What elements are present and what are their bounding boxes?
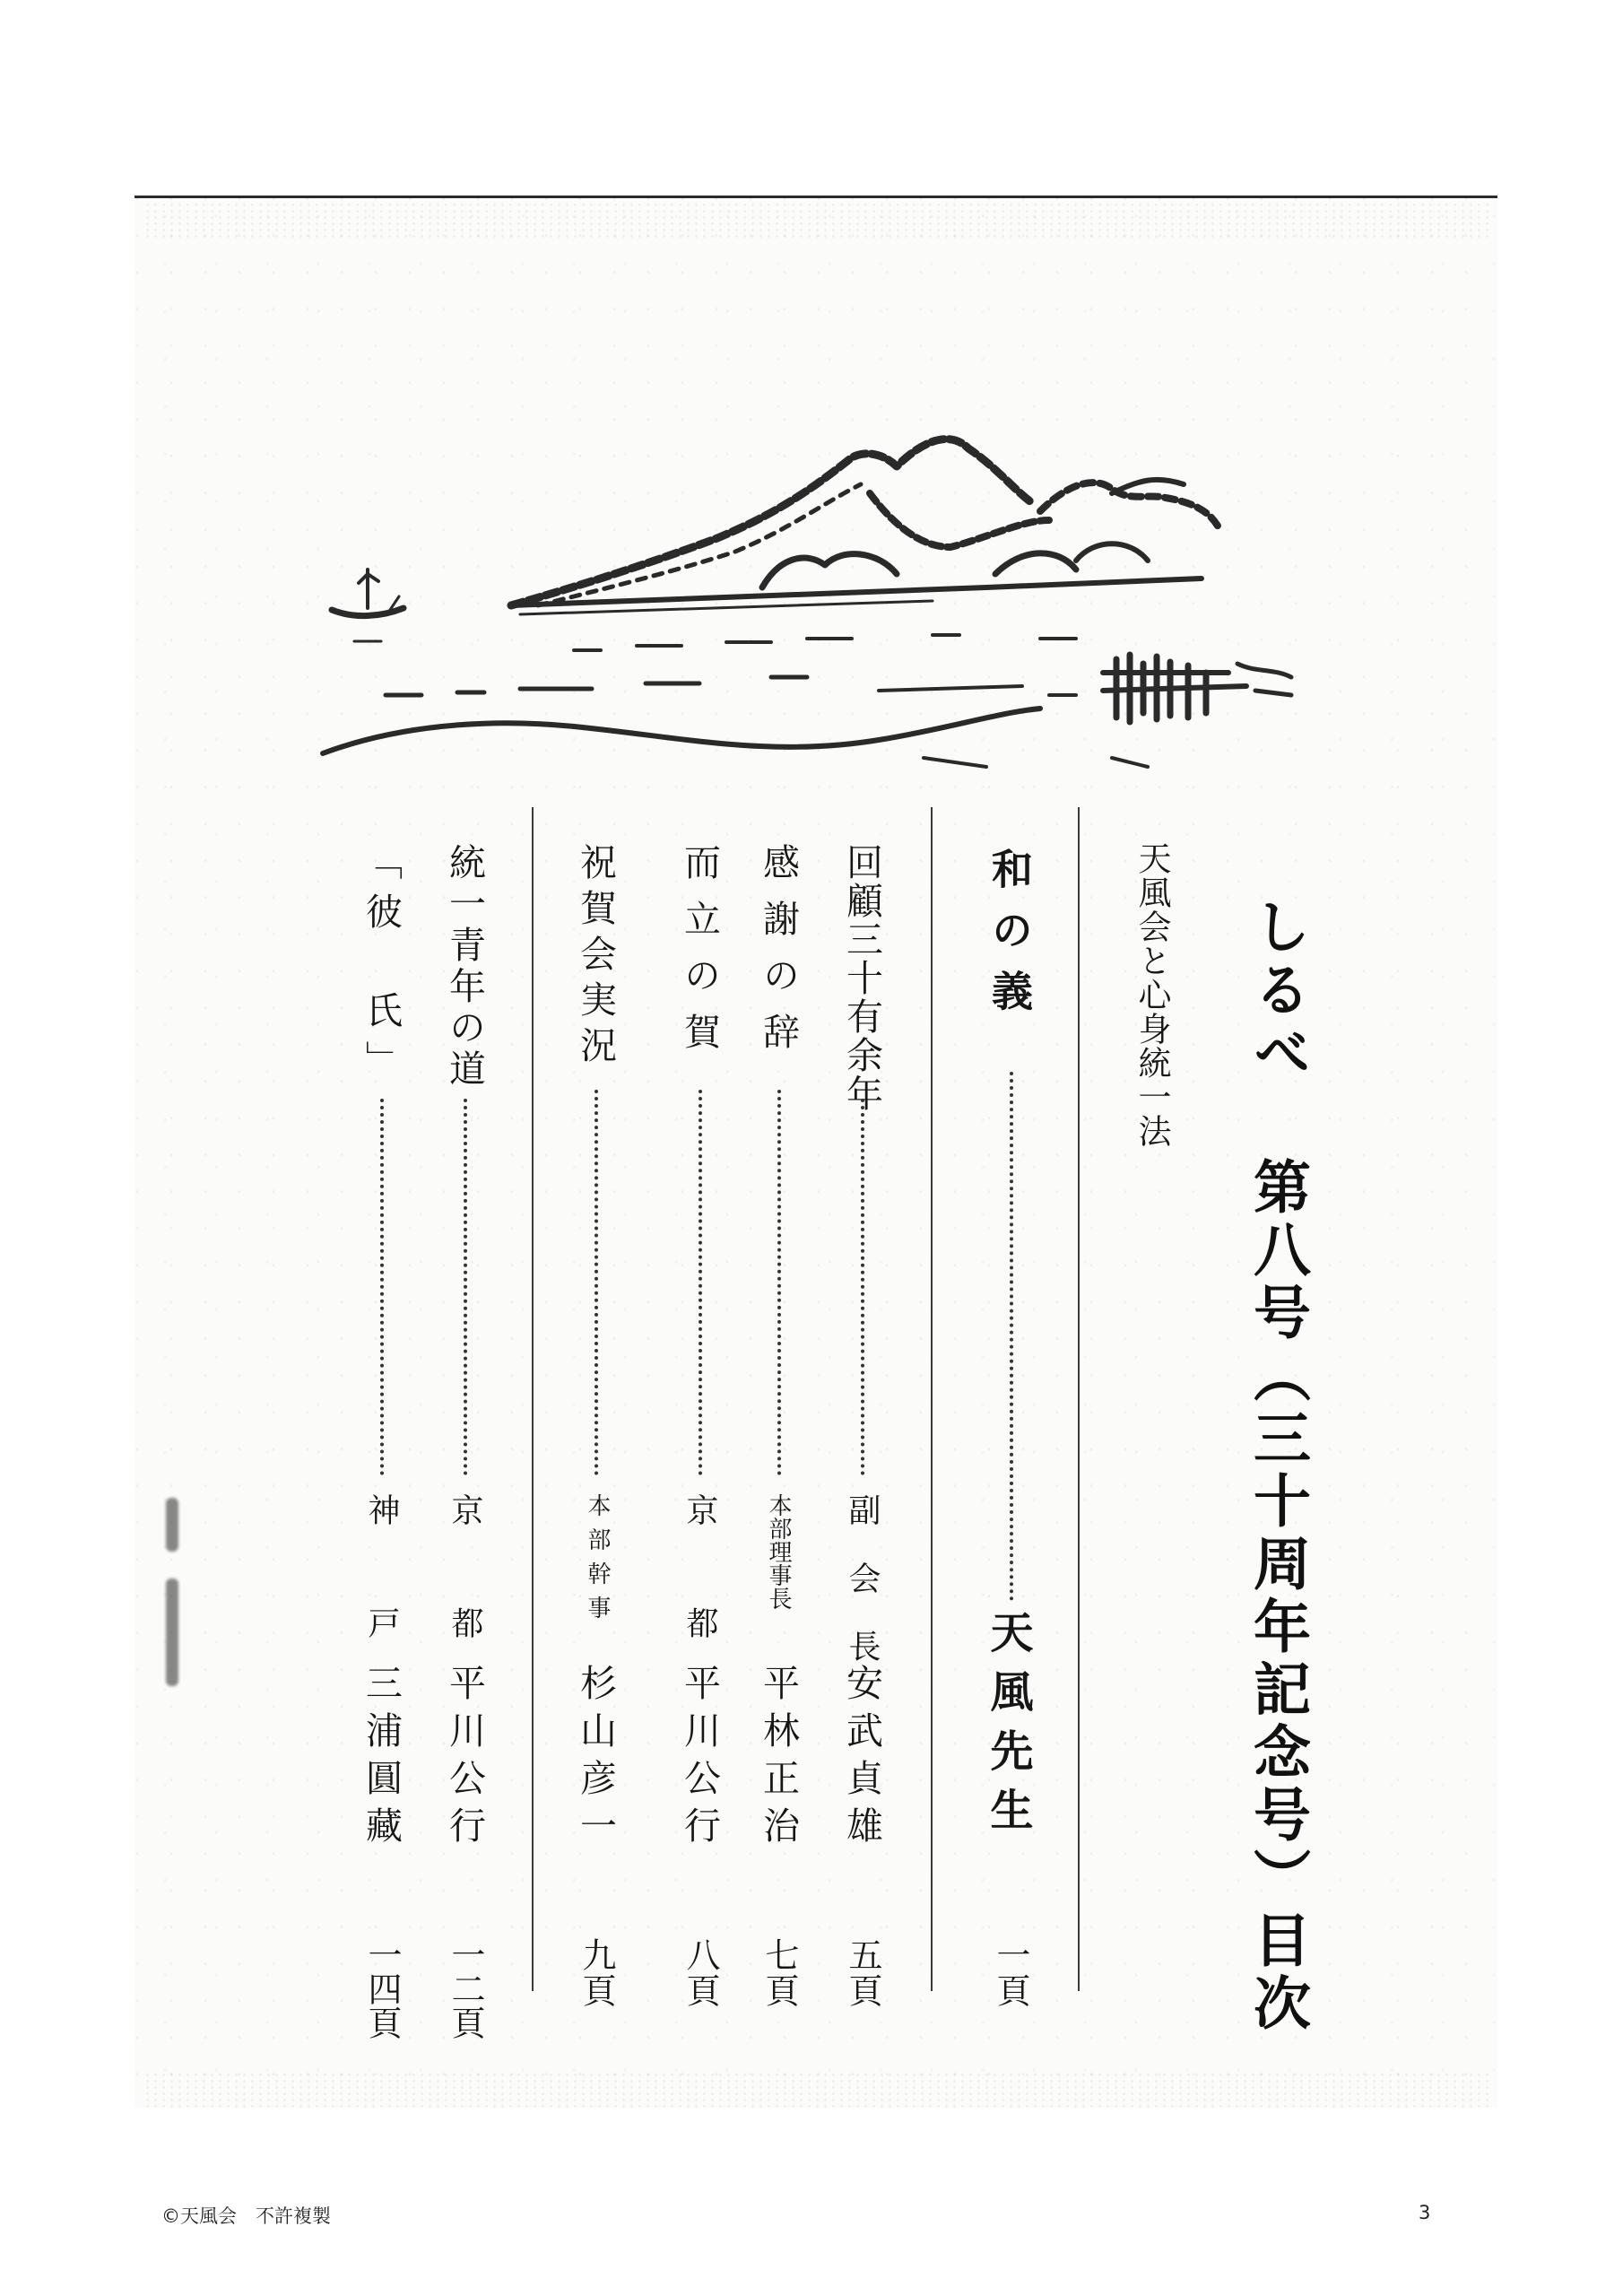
entry-title: 祝賀会実況: [574, 843, 617, 1072]
column-divider: [931, 807, 933, 1991]
scan-noise-top: [143, 202, 1488, 238]
entry-title: 回顧三十有余年: [840, 843, 883, 1113]
leader-dots: [1010, 1072, 1013, 1601]
entry-affiliation: 副会長: [844, 1493, 881, 1698]
entry-affiliation: 本部幹事: [584, 1493, 611, 1630]
scan-noise-bottom: [143, 2072, 1488, 2108]
entry-title: 感謝の辞: [757, 843, 800, 1069]
entry-title: 而立の賀: [678, 843, 721, 1069]
entry-page: 一四頁: [362, 1937, 402, 2039]
page-title: しるべ 第八号（三十周年記念号）目次: [1244, 897, 1310, 2036]
entry-page: 九頁: [577, 1937, 616, 2009]
entry-author: 天風先生: [983, 1610, 1033, 1847]
entry-page: 五頁: [843, 1937, 882, 2009]
leader-dots: [699, 1090, 702, 1475]
leader-dots: [777, 1090, 781, 1475]
scan-smudge: [166, 1498, 178, 1552]
copyright-notice: ©天風会 不許複製: [161, 2205, 331, 2227]
entry-affiliation: 京都: [447, 1493, 483, 1719]
entry-author: 安武貞雄: [840, 1664, 883, 1854]
landscape-illustration: [305, 404, 1381, 780]
entry-title: 統一青年の道: [443, 843, 486, 1091]
leader-dots: [861, 1099, 864, 1475]
entry-affiliation: 京都: [681, 1493, 718, 1719]
entry-title: 和の義: [985, 848, 1034, 1031]
leader-dots: [464, 1099, 467, 1475]
entry-author: 平川公行: [678, 1664, 721, 1854]
entry-title: 「彼 氏」: [360, 843, 403, 1090]
entry-page: 一二頁: [446, 1937, 485, 2039]
entry-author: 三浦圓藏: [360, 1664, 403, 1854]
top-rule: [135, 196, 1497, 198]
entry-page: 七頁: [759, 1937, 799, 2009]
page-number: 3: [1419, 2202, 1431, 2223]
entry-author: 平林正治: [757, 1664, 800, 1854]
entry-author: 杉山彦一: [574, 1664, 617, 1854]
leader-dots: [595, 1090, 598, 1475]
entry-author: 平川公行: [443, 1664, 486, 1854]
column-divider: [1078, 807, 1080, 1991]
entry-page: 八頁: [681, 1937, 720, 2009]
scan-smudge: [166, 1578, 178, 1686]
entry-page: 一頁: [991, 1937, 1030, 2009]
entry-affiliation: 本部理事長: [765, 1493, 792, 1610]
entry-affiliation: 神戸: [363, 1493, 400, 1719]
leader-dots: [380, 1099, 384, 1475]
page-subtitle: 天風会と心身統一法: [1133, 841, 1171, 1148]
column-divider: [532, 807, 534, 1991]
